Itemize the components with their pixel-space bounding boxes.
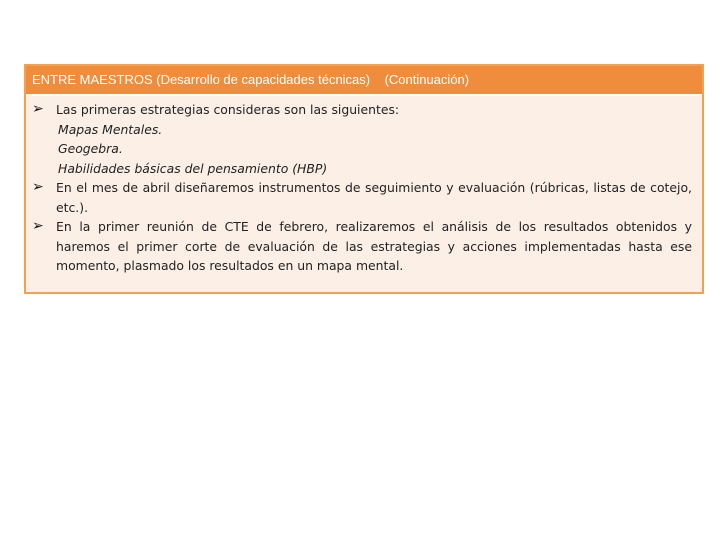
strategies-table	[24, 64, 704, 294]
bullet-text: En el mes de abril diseñaremos instrumentos de seguimiento y evaluación (rúbricas, listas de cotejo, etc.).	[56, 180, 692, 215]
table-header: ENTRE MAESTROS (Desarrollo de capacidades técnicas) (Continuación)	[26, 66, 702, 96]
strategy-subitem: Geogebra.	[58, 141, 123, 156]
bullet-text: En la primer reunión de CTE de febrero, realizaremos el análisis de los resultados obtenidos y haremos el primer corte de evaluación de las estrategias y acciones implementadas hasta ese momento, plasmado los resultados en un mapa mental.	[56, 219, 692, 273]
arrow-bullet-icon: ➢	[32, 218, 44, 234]
arrow-bullet-icon: ➢	[32, 101, 44, 117]
strategy-subitem: Habilidades básicas del pensamiento (HBP)	[58, 160, 328, 176]
arrow-bullet-icon: ➢	[32, 179, 44, 195]
bullet-item	[32, 100, 692, 178]
strategy-subitem: Mapas Mentales.	[58, 121, 163, 137]
bullet-item	[32, 178, 692, 217]
bullet-text: Las primeras estrategias consideras son las siguientes:	[56, 102, 400, 117]
table-body	[26, 96, 702, 276]
bullet-item	[32, 217, 692, 276]
